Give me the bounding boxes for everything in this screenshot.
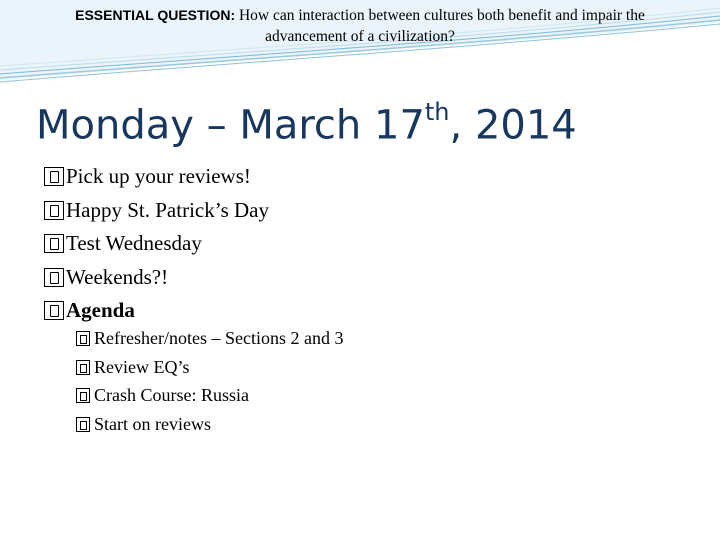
bullet-text: Happy St. Patrick’s Day (66, 197, 269, 222)
bullet-item (44, 227, 269, 261)
title-main: Monday – March 17 (36, 102, 425, 149)
agenda-item (76, 353, 343, 382)
essential-question-label: ESSENTIAL QUESTION: (75, 7, 236, 23)
bullet-item (44, 261, 269, 295)
missing-glyph-icon (44, 234, 64, 253)
agenda-list (76, 324, 343, 439)
bullet-item-agenda (44, 294, 269, 328)
bullet-item (44, 160, 269, 194)
essential-question-text-line1: How can interaction between cultures both benefit and impair the (235, 7, 645, 24)
bullet-list (44, 160, 269, 328)
agenda-text: Refresher/notes – Sections 2 and 3 (94, 328, 344, 348)
missing-glyph-icon (76, 388, 90, 403)
bullet-text: Pick up your reviews! (66, 164, 251, 188)
bullet-item (44, 194, 269, 228)
missing-glyph-icon (44, 301, 64, 320)
missing-glyph-icon (44, 201, 64, 220)
agenda-text: Start on reviews (94, 414, 211, 435)
missing-glyph-icon (44, 268, 64, 287)
missing-glyph-icon (44, 167, 64, 186)
essential-question (0, 5, 720, 47)
slide-title (36, 88, 577, 153)
missing-glyph-icon (76, 331, 90, 346)
agenda-item (76, 381, 343, 410)
agenda-text: Review EQ’s (94, 356, 190, 377)
missing-glyph-icon (76, 360, 90, 375)
missing-glyph-icon (76, 417, 90, 432)
bullet-text: Test Wednesday (66, 231, 202, 255)
title-suffix: , 2014 (449, 102, 577, 149)
agenda-text: Crash Course: Russia (94, 385, 249, 406)
agenda-item (76, 410, 343, 439)
title-superscript: th (424, 98, 450, 126)
essential-question-text-line2: advancement of a civilization? (265, 28, 455, 45)
agenda-item (76, 324, 343, 353)
bullet-text-agenda: Agenda (66, 298, 135, 322)
bullet-text: Weekends?! (66, 264, 169, 289)
